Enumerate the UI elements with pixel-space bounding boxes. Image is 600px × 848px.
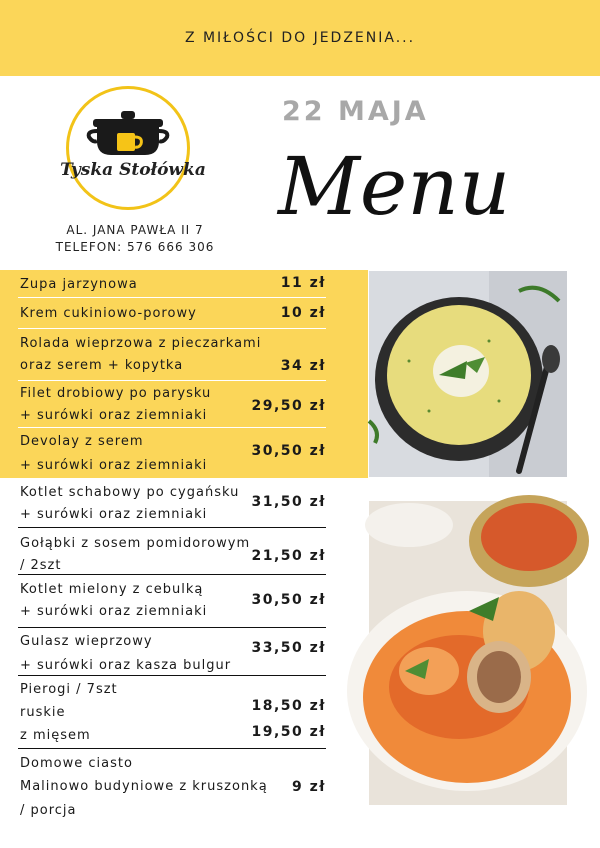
menu-item-price: 30,50 zł xyxy=(251,443,326,459)
menu-item-line: / 2szt xyxy=(20,558,62,573)
pot-icon xyxy=(87,107,169,167)
menu-divider xyxy=(18,574,326,575)
menu-item xyxy=(20,753,326,818)
menu-item-line: Rolada wieprzowa z pieczarkami xyxy=(20,336,262,351)
menu-item-line: Filet drobiowy po parysku xyxy=(20,386,212,401)
menu-item-line: Kotlet mielony z cebulką xyxy=(20,582,204,597)
menu-title xyxy=(272,126,511,246)
menu-date: 22 MAJA xyxy=(282,96,429,127)
menu-item-price: 11 zł xyxy=(280,275,326,291)
menu-item-line: Domowe ciasto xyxy=(20,756,133,771)
menu-divider xyxy=(18,328,326,329)
menu-item-line: Krem cukiniowo-porowy xyxy=(20,306,197,321)
logo xyxy=(66,86,190,210)
menu-divider xyxy=(18,627,326,628)
menu-item-line: Malinowo budyniowe z kruszonką xyxy=(20,779,268,794)
cabbage-rolls-photo xyxy=(369,501,567,805)
menu-divider xyxy=(18,380,326,381)
menu-item-line: Pierogi / 7szt xyxy=(20,682,118,697)
menu-item-price: 30,50 zł xyxy=(251,592,326,608)
menu-item-line: oraz serem + kopytka xyxy=(20,358,184,373)
menu-divider xyxy=(18,748,326,749)
menu-item-line: + surówki oraz ziemniaki xyxy=(20,408,208,423)
menu-item-line: + surówki oraz ziemniaki xyxy=(20,604,208,619)
menu-item xyxy=(20,679,326,743)
menu-item-price: 29,50 zł xyxy=(251,398,326,414)
menu-item xyxy=(20,578,326,638)
menu-item-line: Gulasz wieprzowy xyxy=(20,634,153,649)
menu-divider xyxy=(18,297,326,298)
menu-item-line: Zupa jarzynowa xyxy=(20,277,138,292)
menu-item-price: 19,50 zł xyxy=(251,724,326,740)
menu-item-price: 9 zł xyxy=(292,779,326,795)
menu-item-price: 18,50 zł xyxy=(251,698,326,714)
logo-name: Tyska Stołówka xyxy=(60,160,206,180)
menu-item-price: 31,50 zł xyxy=(251,494,326,510)
menu-item-line: + surówki oraz ziemniaki xyxy=(20,507,208,522)
menu-item-line: z mięsem xyxy=(20,728,91,743)
menu-item-price: 21,50 zł xyxy=(251,548,326,564)
menu-divider xyxy=(18,427,326,428)
menu-item-line: Devolay z serem xyxy=(20,434,144,449)
menu-item-line: ruskie xyxy=(20,705,66,720)
menu-item-line: Gołąbki z sosem pomidorowym xyxy=(20,536,251,551)
menu-divider xyxy=(18,527,326,528)
tagline: Z MIŁOŚCI DO JEDZENIA... xyxy=(184,30,416,46)
menu-divider xyxy=(18,675,326,676)
menu-item-line: / porcja xyxy=(20,803,77,818)
address-phone: TELEFON: 576 666 306 xyxy=(55,240,215,254)
menu-item-line: + surówki oraz kasza bulgur xyxy=(20,658,232,673)
menu-item-price: 10 zł xyxy=(280,305,326,321)
menu-item-price: 33,50 zł xyxy=(251,640,326,656)
address-street: AL. JANA PAWŁA II 7 xyxy=(66,223,204,237)
menu-item-line: + surówki oraz ziemniaki xyxy=(20,458,208,473)
soup-photo xyxy=(369,271,567,477)
menu-item-price: 34 zł xyxy=(280,358,326,374)
address-block xyxy=(40,222,230,256)
svg-text:Menu: Menu xyxy=(278,140,511,233)
menu-item-line: Kotlet schabowy po cygańsku xyxy=(20,485,240,500)
